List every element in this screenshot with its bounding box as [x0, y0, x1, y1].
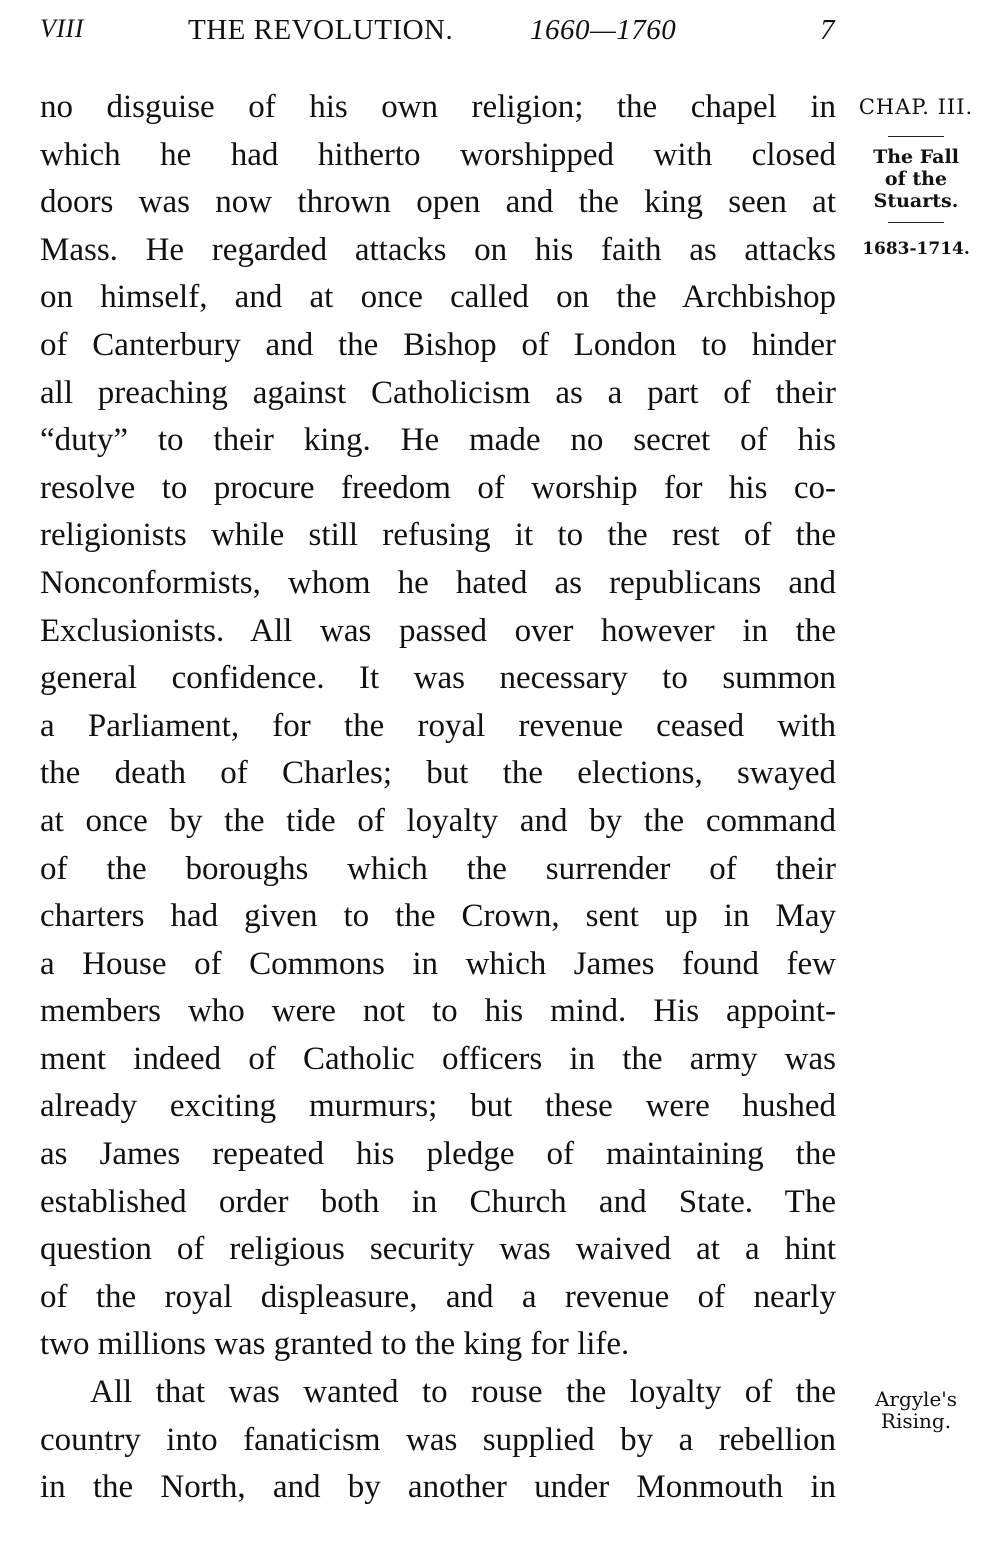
body-text — [40, 84, 836, 1512]
text-line: Mass. He regarded attacks on his faith as attacks — [40, 231, 836, 268]
text-line: resolve to procure freedom of worship for his co- — [40, 469, 836, 506]
text-line: of Canterbury and the Bishop of London to hinder — [40, 326, 836, 363]
page-number: 7 — [820, 14, 835, 46]
margin-rule — [888, 222, 944, 223]
text-line: question of religious security was waived at a hint — [40, 1231, 836, 1268]
text-line: two millions was granted to the king for life. — [40, 1326, 630, 1363]
text-line: doors was now thrown open and the king seen at — [40, 184, 836, 221]
text-line: a House of Commons in which James found few — [40, 945, 836, 982]
subject-note-line: Stuarts. — [873, 190, 959, 212]
rising-note — [856, 1388, 976, 1432]
rising-note-line: Rising. — [880, 1409, 952, 1433]
text-line: as James repeated his pledge of maintaining the — [40, 1136, 836, 1173]
text-line: of the boroughs which the surrender of their — [40, 850, 836, 887]
text-line: of the royal displeasure, and a revenue of nearly — [40, 1278, 836, 1315]
text-line: “duty” to their king. He made no secret of his — [40, 422, 836, 459]
running-years: 1660—1760 — [530, 14, 677, 46]
text-line: All that was wanted to rouse the loyalty of the — [90, 1374, 836, 1411]
section-number: VIII — [40, 14, 84, 43]
dates-note: 1683-1714. — [862, 239, 970, 259]
text-line: which he had hitherto worshipped with closed — [40, 136, 836, 173]
running-title: THE REVOLUTION. — [188, 14, 454, 46]
margin-rule — [888, 136, 944, 137]
text-line: all preaching against Catholicism as a part of their — [40, 374, 836, 411]
text-line: at once by the tide of loyalty and by the command — [40, 802, 836, 839]
text-line: in the North, and by another under Monmouth in — [40, 1469, 836, 1506]
text-line: religionists while still refusing it to the rest of the — [40, 517, 836, 554]
text-line: no disguise of his own religion; the chapel in — [40, 89, 836, 125]
text-line: established order both in Church and State. The — [40, 1183, 836, 1220]
text-line: ment indeed of Catholic officers in the army was — [40, 1040, 836, 1077]
text-line: the death of Charles; but the elections, swayed — [40, 755, 836, 792]
subject-note — [856, 146, 976, 212]
text-line: on himself, and at once called on the Archbishop — [40, 279, 836, 316]
subject-note-line: The Fall — [873, 146, 959, 168]
rising-note-line: Argyle's — [874, 1387, 958, 1411]
text-line: a Parliament, for the royal revenue ceased with — [40, 707, 836, 744]
text-line: Exclusionists. All was passed over however in the — [40, 612, 836, 649]
text-line: charters had given to the Crown, sent up in May — [40, 898, 836, 935]
text-line: members who were not to his mind. His appoint- — [40, 993, 836, 1030]
text-line: already exciting murmurs; but these were hushed — [40, 1088, 836, 1125]
text-line: country into fanaticism was supplied by a rebellion — [40, 1421, 836, 1458]
running-head — [40, 14, 840, 54]
text-line: Nonconformists, whom he hated as republicans and — [40, 564, 836, 601]
text-line: general confidence. It was necessary to summon — [40, 660, 836, 697]
chapter-note: CHAP. III. — [858, 95, 974, 119]
subject-note-line: of the — [884, 168, 948, 190]
